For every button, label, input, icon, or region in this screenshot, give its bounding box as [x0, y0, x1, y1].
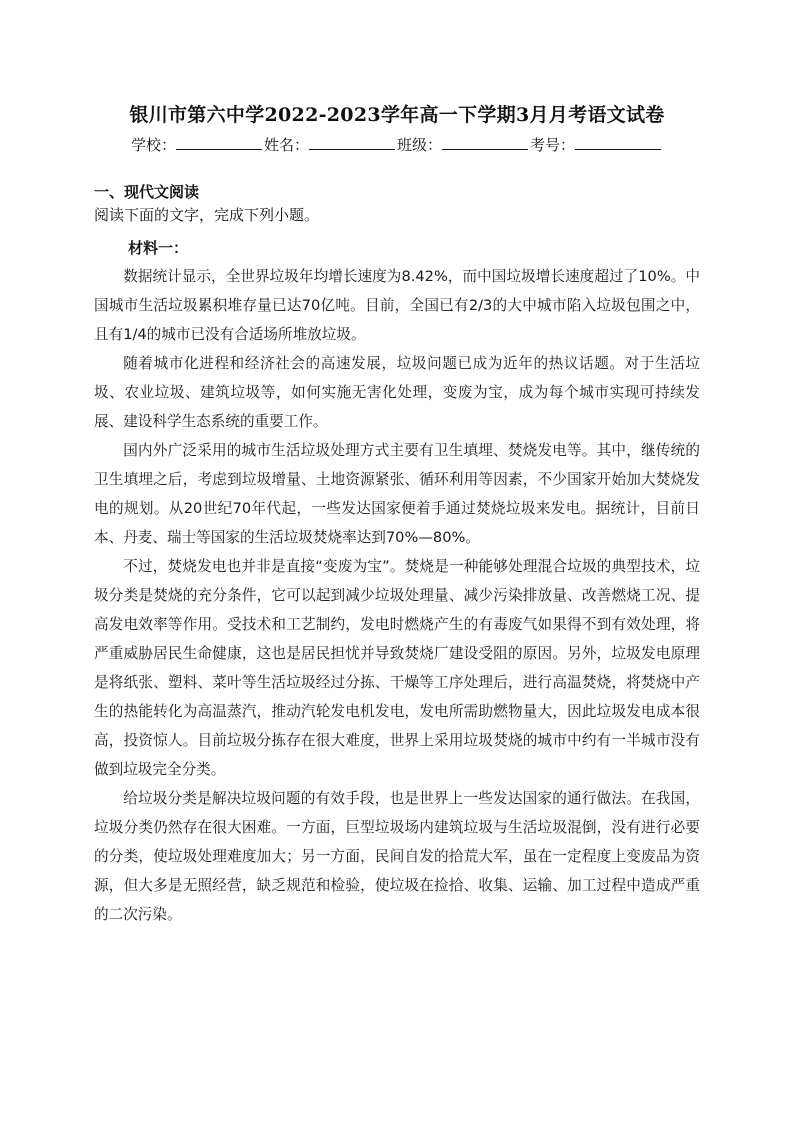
section-heading: 一、现代文阅读 [94, 183, 200, 201]
student-info-line [0, 134, 794, 155]
exam-number-blank[interactable] [575, 135, 661, 150]
name-field [264, 134, 397, 155]
reading-instruction: 阅读下面的文字，完成下列小题。 [94, 206, 320, 224]
paragraph: 数据统计显示，全世界垃圾年均增长速度为8.42%，而中国垃圾增长速度超过了10%。中国城市生活垃圾累积堆存量已达70亿吨。目前，全国已有2/3的大中城市陷入垃圾包围之中，且有1/4的城市已没有合适场所堆放垃圾。 [94, 268, 700, 343]
school-blank[interactable] [176, 135, 262, 150]
school-field [131, 134, 264, 155]
class-field [397, 134, 530, 155]
school-label: 学校： [130, 136, 176, 154]
paragraph: 国内外广泛采用的城市生活垃圾处理方式主要有卫生填埋、焚烧发电等。其中，继传统的卫生填埋之后，考虑到垃圾增量、土地资源紧张、循环利用等因素，不少国家开始加大焚烧发电的规划。从20世纪70年代起，一些发达国家便着手通过焚烧垃圾来发电。据统计，目前日本、丹麦、瑞士等国家的生活垃圾焚烧率达到70%—80%。 [94, 442, 700, 546]
material-body [94, 262, 700, 929]
exam-number-label: 考号： [530, 136, 576, 154]
exam-title: 银川市第六中学2022-2023学年高一下学期3月月考语文试卷 [129, 104, 665, 126]
exam-number-field [530, 134, 663, 155]
name-blank[interactable] [309, 135, 395, 150]
paragraph: 随着城市化进程和经济社会的高速发展，垃圾问题已成为近年的热议话题。对于生活垃圾、农业垃圾、建筑垃圾等，如何实施无害化处理，变废为宝，成为每个城市实现可持续发展、建设科学生态系统的重要工作。 [94, 355, 700, 430]
material-label: 材料一： [128, 239, 189, 257]
class-blank[interactable] [442, 135, 528, 150]
paragraph: 不过，焚烧发电也并非是直接“变废为宝”。焚烧是一种能够处理混合垃圾的典型技术，垃圾分类是焚烧的充分条件，它可以起到减少垃圾处理量、减少污染排放量、改善燃烧工况、提高发电效率等作用。受技术和工艺制约，发电时燃烧产生的有毒废气如果得不到有效处理，将严重威胁居民生命健康，这也是居民担忧并导致焚烧厂建设受阻的原因。另外，垃圾发电原理是将纸张、塑料、菜叶等生活垃圾经过分拣、干燥等工序处理后，进行高温焚烧，将焚烧中产生的热能转化为高温蒸汽，推动汽轮发电机发电，发电所需助燃物量大，因此垃圾发电成本很高，投资惊人。目前垃圾分拣存在很大难度，世界上采用垃圾焚烧的城市中约有一半城市没有做到垃圾完全分类。 [94, 558, 700, 778]
class-label: 班级： [397, 136, 443, 154]
name-label: 姓名： [263, 136, 309, 154]
paragraph: 给垃圾分类是解决垃圾问题的有效手段，也是世界上一些发达国家的通行做法。在我国，垃圾分类仍然存在很大困难。一方面，巨型垃圾场内建筑垃圾与生活垃圾混倒，没有进行必要的分类，使垃圾处理难度加大；另一方面，民间自发的拾荒大军，虽在一定程度上变废品为资源，但大多是无照经营，缺乏规范和检验，使垃圾在捡拾、收集、运输、加工过程中造成严重的二次污染。 [94, 790, 700, 923]
